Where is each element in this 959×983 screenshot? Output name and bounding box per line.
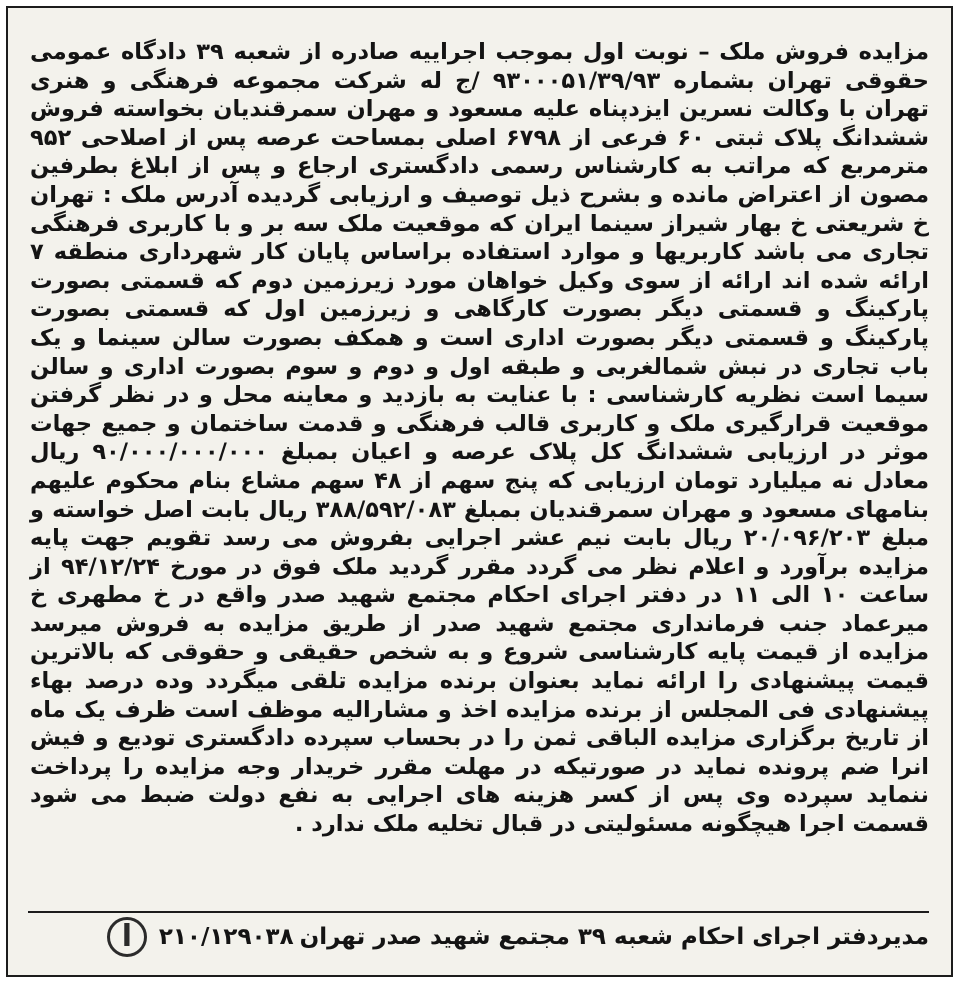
notice-footer — [28, 911, 929, 957]
notice-body: مزایده فروش ملک – نوبت اول بموجب اجراییه صادره از شعبه ۳۹ دادگاه عمومی حقوقی تهران بشماره ۹۳۰۰۰۵۱/۳۹/۹۳ /ج له شرکت مجموعه فرهنگی و هنری تهران با وکالت نسرین ایزدپناه علیه مسعود و مهران سمرقندیان بخواسته فروش ششدانگ پلاک ثبتی ۶۰ فرعی از ۶۷۹۸ اصلی بمساحت عرصه پس از اصلاحی ۹۵۲ مترمربع که مراتب به کارشناس رسمی دادگستری ارجاع و پس از ابلاغ بطرفین مصون از اعتراض مانده و بشرح ذیل توصیف و ارزیابی گردیده آدرس ملک : تهران خ شریعتی خ بهار شیراز سینما ایران که موقعیت ملک سه بر و با کاربری فرهنگی تجاری می باشد کاربریها و موارد استفاده براساس پایان کار شهرداری منطقه ۷ ارائه شده اند ارائه از سوی وکیل خواهان مورد زیرزمین دوم که قسمتی بصورت پارکینگ و قسمتی دیگر بصورت کارگاهی و زیرزمین اول که قسمتی بصورت پارکینگ و قسمتی دیگر بصورت اداری است و همکف بصورت سالن سینما و یک باب تجاری در نبش شمالغربی و طبقه اول و دوم و سوم بصورت اداری و سالن سیما است نظریه کارشناسی : با عنایت به بازدید و معاینه محل و در نظر گرفتن موقعیت قرارگیری ملک و کاربری قالب فرهنگی و قدمت ساختمان و جمیع جهات موثر در ارزیابی ششدانگ کل پلاک عرصه و اعیان بمبلغ ۹۰/۰۰۰/۰۰۰/۰۰۰ ریال معادل نه میلیارد تومان ارزیابی که پنج سهم از ۴۸ سهم مشاع بنام محکوم علیهم بنامهای مسعود و مهران سمرقندیان بمبلغ ۳۸۸/۵۹۲/۰۸۳ ریال بابت اصل خواسته و مبلغ ۲۰/۰۹۶/۲۰۳ ریال بابت نیم عشر اجرایی بفروش می رسد تقویم جهت پایه مزایده برآورد و اعلام نظر می گردد مقرر گردید ملک فوق در مورخ ۹۴/۱۲/۲۴ از ساعت ۱۰ الی ۱۱ در دفتر اجرای احکام مجتمع شهید صدر واقع در خ مطهری خ میرعماد جنب فرمانداری مجتمع شهید صدر از طریق مزایده به فروش میرسد مزایده از قیمت پایه کارشناسی شروع و به شخص حقیقی و حقوقی که بالاترین قیمت پیشنهادی را ارائه نماید بعنوان برنده مزایده تلقی میگردد وده درصد بهاء پیشنهادی فی المجلس از برنده مزایده اخذ و مشارالیه موظف است ظرف یک ماه از تاریخ برگزاری مزایده الباقی ثمن را در بحساب سپرده دادگستری توديع و فیش انرا ضم پرونده نماید در صورتیکه در مهلت مقرر خریدار وجه مزایده را پرداخت ننماید سپرده وی پس از کسر هزینه های اجرایی به نفع دولت ضبط می شود قسمت اجرا هیچگونه مسئولیتی در قبال تخلیه ملک ندارد . — [30, 39, 930, 838]
reference-number: ۲۱۰/۱۲۹۰۳۸ — [158, 924, 294, 950]
notice-signature: مدیردفتر اجرای احکام شعبه ۳۹ مجتمع شهید صدر تهران — [299, 924, 929, 950]
newspaper-notice — [6, 6, 953, 977]
publication-mark-icon: ا — [107, 917, 147, 957]
